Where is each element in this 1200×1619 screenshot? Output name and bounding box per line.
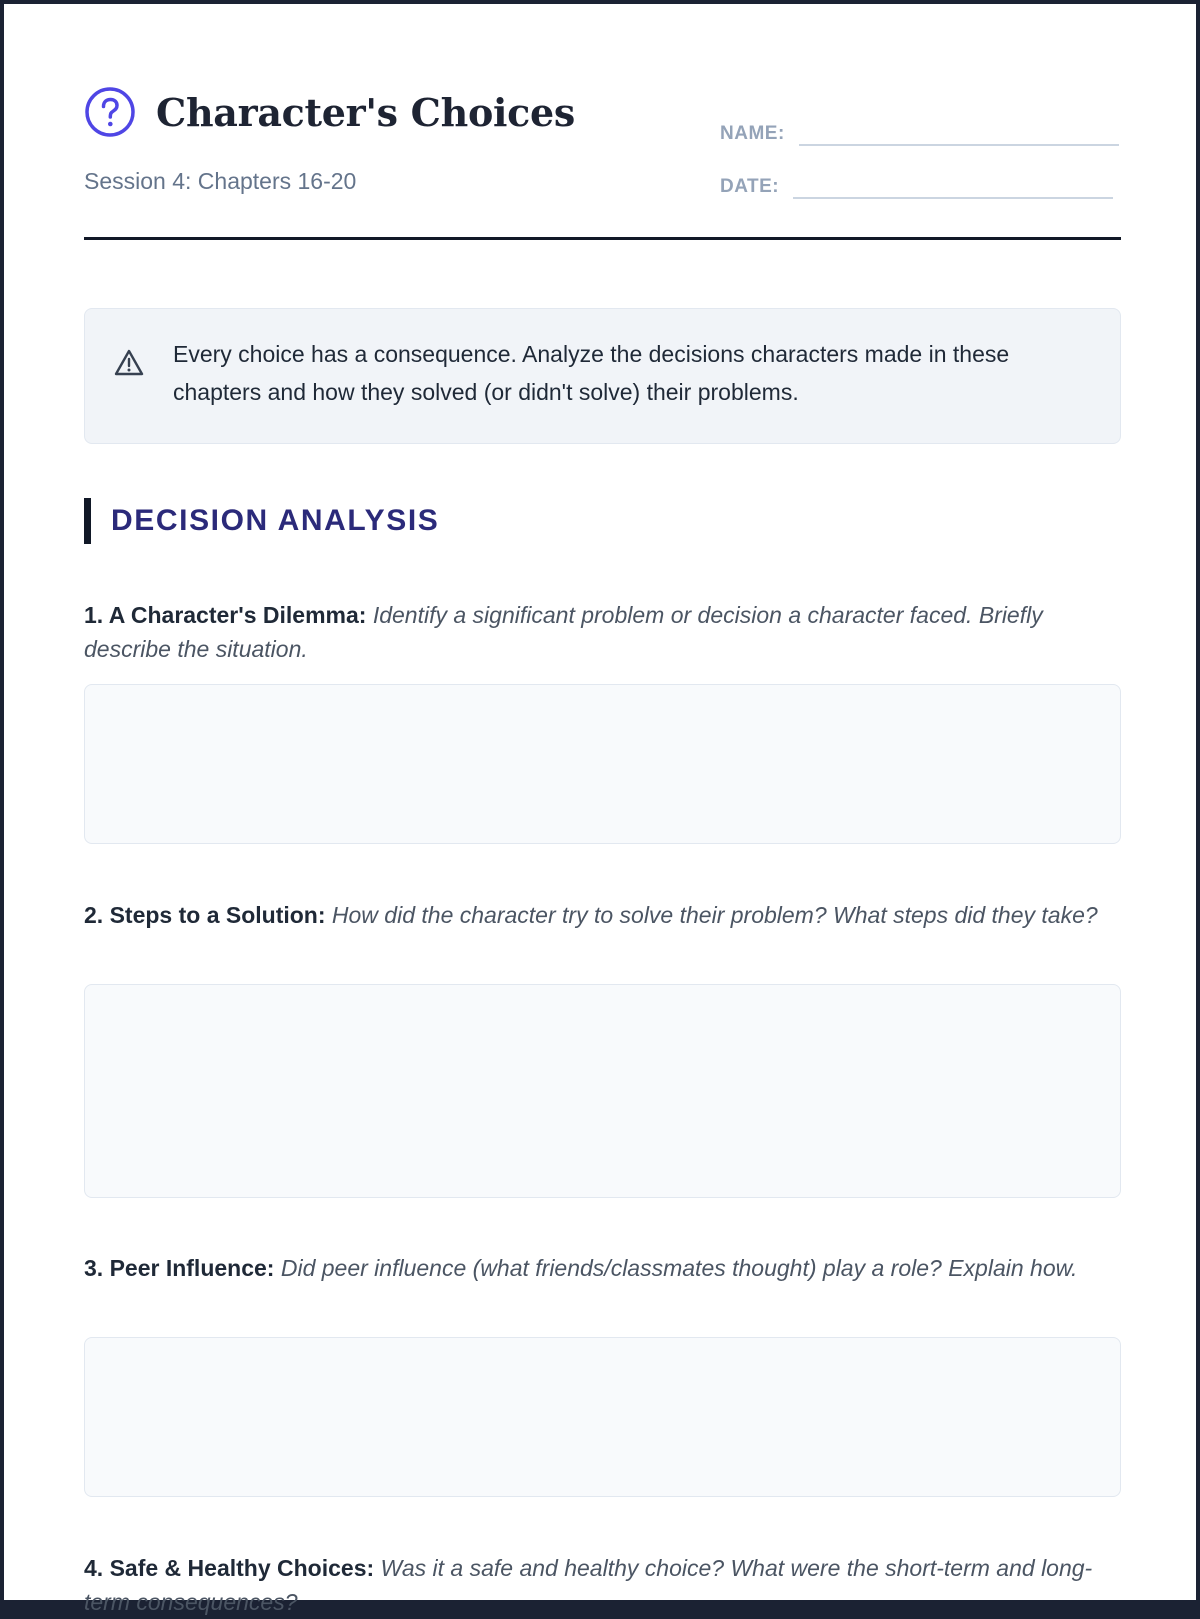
instruction-callout: [84, 308, 1121, 444]
question-title: 2. Steps to a Solution:: [84, 902, 326, 928]
section-title: DECISION ANALYSIS: [111, 504, 440, 537]
question-prompt: Was it a safe and healthy choice? What were the short-term and long-term consequences?: [84, 1555, 1093, 1615]
section-accent-bar: [84, 498, 91, 544]
session-subtitle: Session 4: Chapters 16-20: [84, 168, 357, 194]
question-title: 4. Safe & Healthy Choices:: [84, 1555, 375, 1581]
worksheet-header: [84, 4, 1121, 244]
question-2: [84, 898, 1121, 932]
name-label: NAME:: [720, 123, 785, 144]
question-text: [84, 598, 1121, 666]
answer-box[interactable]: [84, 984, 1121, 1198]
answer-box[interactable]: [84, 684, 1121, 844]
name-field: [720, 116, 1119, 146]
question-4: [84, 1551, 1121, 1619]
question-circle-icon: [84, 86, 136, 138]
question-prompt: Did peer influence (what friends/classmates thought) play a role? Explain how.: [280, 1255, 1078, 1281]
worksheet-page: [4, 4, 1196, 1615]
name-input-line[interactable]: [799, 116, 1119, 146]
question-prompt: How did the character try to solve their problem? What steps did they take?: [331, 902, 1098, 928]
question-1: [84, 598, 1121, 666]
question-text: [84, 898, 1121, 932]
section-heading: [84, 498, 439, 544]
date-field: [720, 169, 1113, 199]
question-title: 3. Peer Influence:: [84, 1255, 275, 1281]
date-label: DATE:: [720, 176, 780, 197]
question-title: 1. A Character's Dilemma:: [84, 602, 367, 628]
question-prompt: Identify a significant problem or decision a character faced. Briefly describe the situation.: [84, 602, 1043, 662]
title-row: [84, 86, 575, 138]
question-text: [84, 1551, 1121, 1619]
question-3: [84, 1251, 1121, 1285]
warning-triangle-icon: [113, 347, 145, 379]
date-input-line[interactable]: [793, 169, 1113, 199]
question-text: [84, 1251, 1121, 1285]
page-title: Character's Choices: [156, 89, 575, 135]
answer-box[interactable]: [84, 1337, 1121, 1497]
header-divider: [84, 237, 1121, 240]
callout-text: Every choice has a consequence. Analyze the decisions characters made in these chapters and how they solved (or didn't solve) their problems.: [173, 341, 1010, 405]
